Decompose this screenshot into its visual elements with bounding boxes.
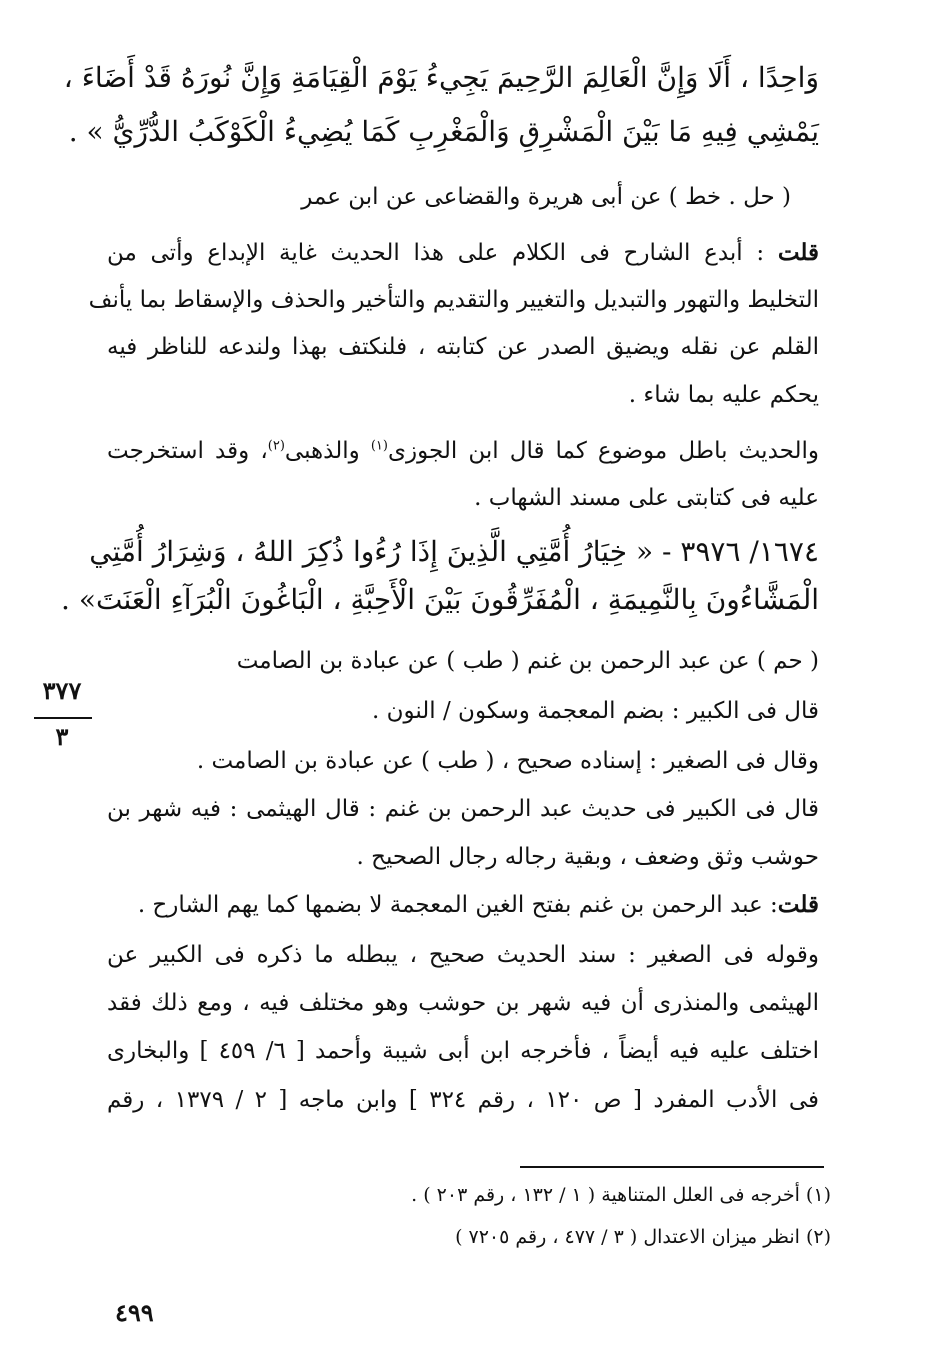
footnote-ref[interactable]: (١) [370, 438, 388, 454]
comment-line: اختلف عليه فيه أيضاً ، فأخرجه ابن أبى شيبة وأحمد [ ٦/ ٤٥٩ ] والبخارى [107, 1038, 820, 1064]
comment-line: والحديث باطل موضوع كما قال ابن الجوزى$^{(١)}$ والذهبى$^{(٢)}$، وقد استخرجت [107, 438, 820, 464]
footnote-divider [520, 1166, 824, 1168]
footnote: (١) أخرجه فى العلل المتناهية ( ١ / ١٣٢ ، رقم ٢٠٣ ) . [411, 1184, 831, 1206]
margin-divider [34, 717, 92, 719]
comment-line: قلت: عبد الرحمن بن غنم بفتح الغين المعجمة لا بضمها كما يهم الشارح . [137, 891, 819, 918]
comment-line: يحكم عليه بما شاء . [628, 382, 819, 408]
comment-line: القلم عن نقله ويضيق الصدر عن كتابته ، فلنكتف بهذا ولندعه للناظر فيه [107, 334, 819, 360]
sharh-line: وقال فى الصغير : إسناده صحيح ، ( طب ) عن عبادة بن الصامت . [196, 748, 819, 774]
sharh-line: قال فى الكبير : بضم المعجمة وسكون / النون . [371, 698, 819, 724]
comment-line: التخليط والتهور والتبديل والتغيير والتقديم والتأخير والحذف والإسقاط بما يأنف [88, 287, 819, 313]
sharh-line: قال فى الكبير فى حديث عبد الرحمن بن غنم : قال الهيثمى : فيه شهر بن [107, 796, 819, 822]
footnote-ref[interactable]: (٢) [267, 438, 285, 454]
comment-line: قلت : أبدع الشارح فى الكلام على هذا الحديث غاية الإبداع وأتى من [107, 239, 820, 266]
hadith-text-line: يَمْشِي فِيهِ مَا بَيْنَ الْمَشْرِقِ وَالْمَغْرِبِ كَمَا يُضِيءُ الْكَوْكَبُ الدُّرِّيُّ » . [68, 115, 819, 148]
footnote: (٢) انظر ميزان الاعتدال ( ٣ / ٤٧٧ ، رقم ٧٢٠٥ ) [455, 1226, 831, 1248]
hadith-source: ( حل . خط ) عن أبى هريرة والقضاعى عن ابن عمر [301, 184, 791, 210]
hadith-text-line: الْمَشَّاءُونَ بِالنَّمِيمَةِ ، الْمُفَرِّقُونَ بَيْنَ الْأَحِبَّةِ ، الْبَاغُونَ الْبُرَآءِ الْعَنَتَ» . [61, 583, 819, 616]
comment-line: عليه فى كتابتى على مسند الشهاب . [474, 485, 819, 511]
hadith-text-line: وَاحِدًا ، أَلَا وَإِنَّ الْعَالِمَ الرَّحِيمَ يَجِيءُ يَوْمَ الْقِيَامَةِ وَإِنَّ نُورَهُ قَدْ أَضَاءَ ، [63, 61, 819, 94]
hadith-source: ( حم ) عن عبد الرحمن بن غنم ( طب ) عن عبادة بن الصامت [236, 648, 819, 674]
margin-ref-top: ٣٧٧ [42, 676, 82, 705]
comment-line: الهيثمى والمنذرى أن فيه شهر بن حوشب وهو مختلف فيه ، ومع ذلك فقد [107, 990, 819, 1016]
comment-line: وقوله فى الصغير : سند الحديث صحيح ، يبطله ما ذكره فى الكبير عن [107, 942, 819, 968]
comment-line: فى الأدب المفرد [ ص ١٢٠ ، رقم ٣٢٤ ] وابن ماجه [ ٢ / ١٣٧٩ ، رقم [107, 1087, 820, 1113]
comment-label: قلت [777, 891, 819, 918]
hadith-text-line: ١٦٧٤/ ٣٩٧٦ - « خِيَارُ أُمَّتِي الَّذِينَ إِذَا رُءُوا ذُكِرَ اللهُ ، وَشِرَارُ أُمَّتِي [89, 535, 819, 568]
comment-label: قلت [777, 239, 820, 266]
page-number: ٤٩٩ [115, 1298, 154, 1327]
sharh-line: حوشب وثق وضعف ، وبقية رجاله رجال الصحيح . [356, 844, 819, 870]
margin-ref-bottom: ٣ [55, 722, 69, 751]
